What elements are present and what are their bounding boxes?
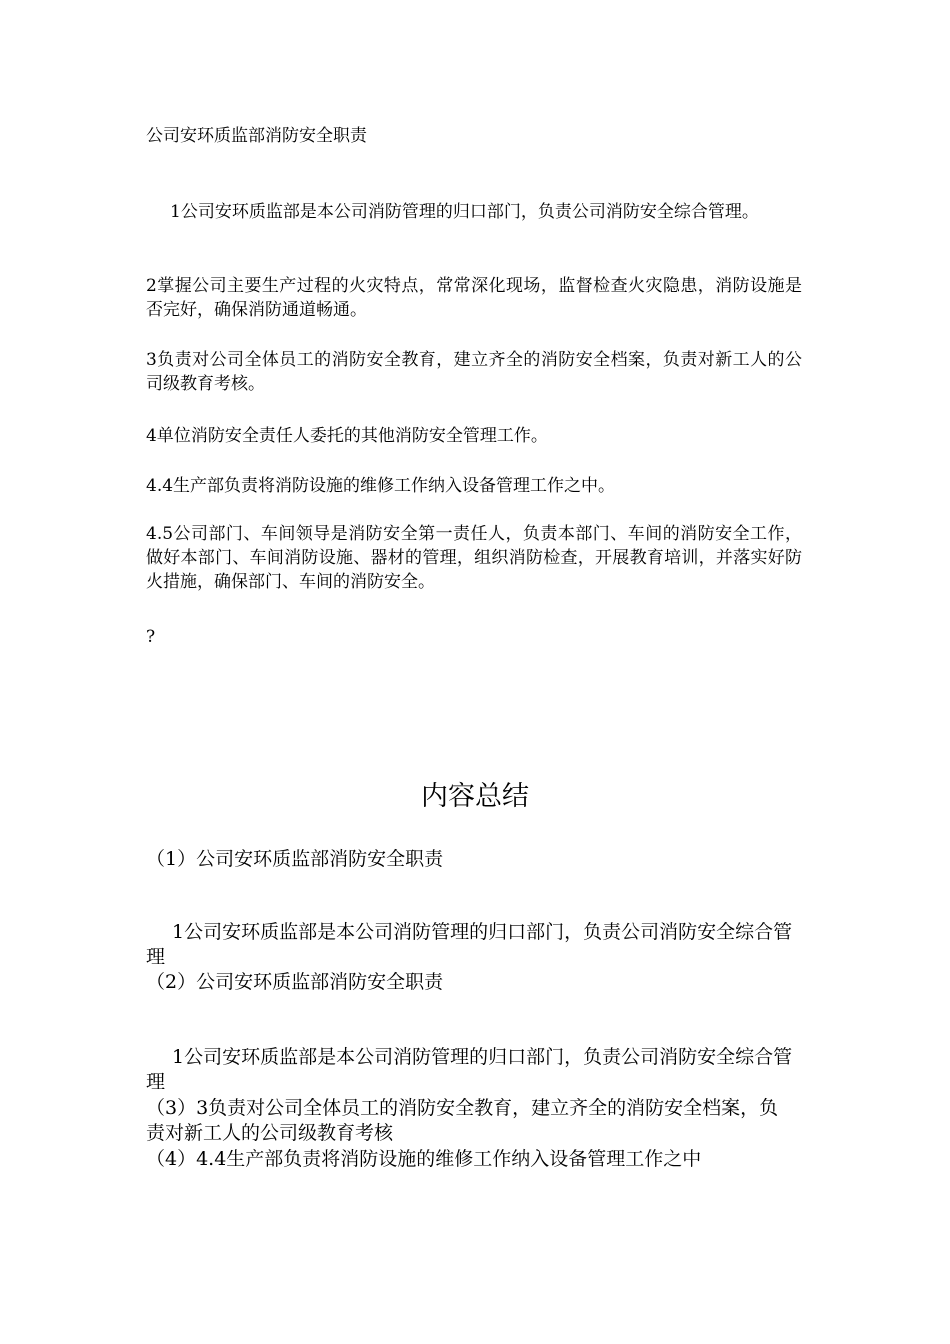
paragraph-4-5: 4.5公司部门、车间领导是消防安全第一责任人，负责本部门、车间的消防安全工作，做好本部门、车间消防设施、器材的管理，组织消防检查，开展教育培训，并落实好防火措施，确保部门、车间的消防安全。 xyxy=(146,524,802,592)
stray-question-mark: ? xyxy=(146,627,156,647)
document-title: 公司安环质监部消防安全职责 xyxy=(146,126,367,146)
summary-item-4: （4）4.4生产部负责将消防设施的维修工作纳入设备管理工作之中 xyxy=(146,1148,702,1170)
paragraph-1: 1公司安环质监部是本公司消防管理的归口部门，负责公司消防安全综合管理。 xyxy=(170,202,759,222)
paragraph-3: 3负责对公司全体员工的消防安全教育，建立齐全的消防安全档案，负责对新工人的公司级教育考核。 xyxy=(146,350,802,394)
summary-item-2-body: 1公司安环质监部是本公司消防管理的归口部门，负责公司消防安全综合管理 xyxy=(146,1046,793,1093)
summary-heading: 内容总结 xyxy=(421,781,529,812)
summary-item-1-title: （1）公司安环质监部消防安全职责 xyxy=(146,848,444,870)
paragraph-2: 2掌握公司主要生产过程的火灾特点，常常深化现场，监督检查火灾隐患，消防设施是否完好，确保消防通道畅通。 xyxy=(146,276,802,320)
summary-item-3: （3）3负责对公司全体员工的消防安全教育，建立齐全的消防安全档案，负责对新工人的公司级教育考核 xyxy=(146,1097,779,1144)
paragraph-4: 4单位消防安全责任人委托的其他消防安全管理工作。 xyxy=(146,426,548,446)
summary-item-2-title: （2）公司安环质监部消防安全职责 xyxy=(146,971,444,993)
summary-item-1-body: 1公司安环质监部是本公司消防管理的归口部门，负责公司消防安全综合管理 xyxy=(146,921,793,968)
paragraph-4-4: 4.4生产部负责将消防设施的维修工作纳入设备管理工作之中。 xyxy=(146,476,616,496)
